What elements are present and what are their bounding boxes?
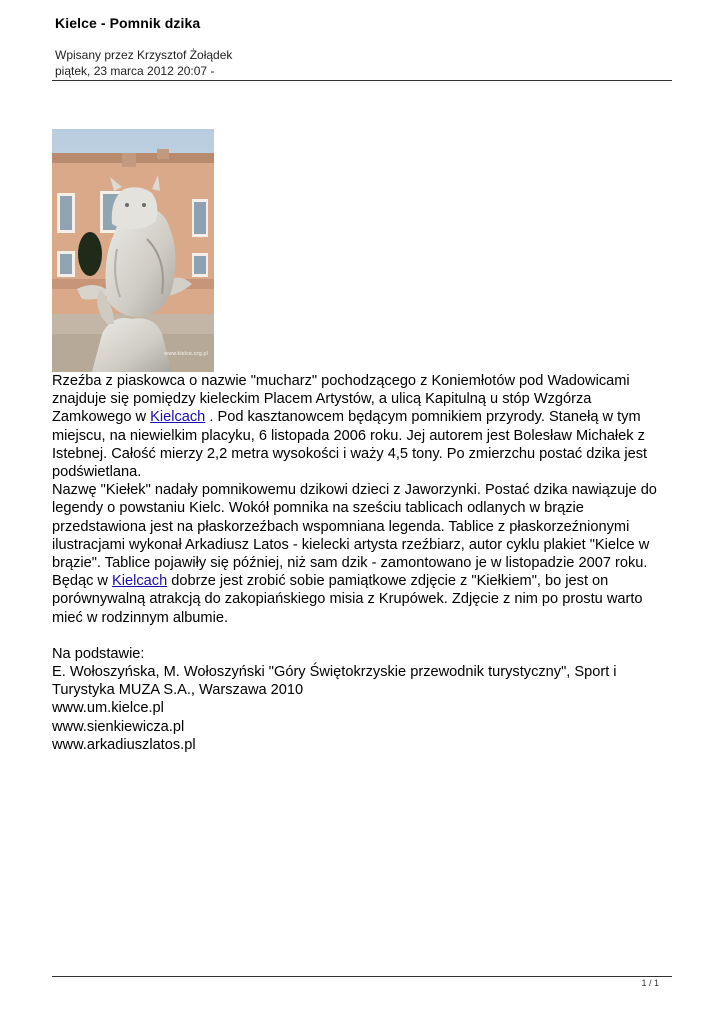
article-paragraph-1: Rzeźba z piaskowca o nazwie "mucharz" pochodzącego z Koniemłotów pod Wadowicami znajduje się pomiędzy kieleckim Placem Artystów, a ulicą Kapitulną u stóp Wzgórza Zamkowego w Kielcach . Pod kasztanowcem będącym pomnikiem przyrody. Stanełą w tym miejscu, na niewielkim placyku, 6 listopada 2006 roku. Jej autorem jest Bolesław Michałek z Istebnej. Całość mierzy 2,2 metra wysokości i waży 4,5 tony. Po zmierzchu postać dzika jest podświetlana. (52, 373, 648, 481)
kielce-link-1[interactable]: Kielcach (150, 409, 206, 426)
date-line: piątek, 23 marca 2012 20:07 - (55, 64, 215, 78)
article-body (52, 372, 672, 754)
page-number: 1 / 1 (641, 978, 659, 988)
boar-sculpture-photo (52, 129, 214, 372)
page-title: Kielce - Pomnik dzika (55, 15, 201, 31)
source-item: E. Wołoszyńska, M. Wołoszyński "Góry Świętokrzyskie przewodnik turystyczny", Sport i Turystyka MUZA S.A., Warszawa 2010 (52, 664, 617, 699)
article-meta (55, 47, 232, 79)
svg-text:www.kielce.org.pl: www.kielce.org.pl (164, 351, 208, 357)
source-item: www.sienkiewicza.pl (52, 718, 185, 735)
header-divider (52, 80, 672, 81)
article-paragraph-2: Nazwę "Kiełek" nadały pomnikowemu dzikowi dzieci z Jaworzynki. Postać dzika nawiązuje do legendy o powstaniu Kielc. Wokół pomnika na sześciu tablicach odlanych w brązie przedstawiona jest na płaskorzeźbach wspomniana legenda. Tablice z płaskorzeźnionymi ilustracjami wykonał Arkadiusz Latos - kielecki artysta rzeźbiarz, autor cyklu plakiet "Kielce w brązie". Tablice pojawiły się później, niż sam dzik - zamontowano je w listopadzie 2007 roku. Będąc w Kielcach dobrze jest zrobić sobie pamiątkowe zdjęcie z "Kiełkiem", bo jest on porównywalną atrakcją do zakopiańskiego misia z Krupówek. Zdjęcie z nim po prostu warto mieć w rodzinnym albumie. (52, 482, 657, 626)
source-item: www.arkadiuszlatos.pl (52, 736, 196, 753)
sources-label: Na podstawie: (52, 645, 145, 662)
footer-divider (52, 976, 672, 977)
source-item: www.um.kielce.pl (52, 700, 164, 717)
kielce-link-2[interactable]: Kielcach (112, 573, 168, 590)
author-line: Wpisany przez Krzysztof Żołądek (55, 48, 233, 62)
